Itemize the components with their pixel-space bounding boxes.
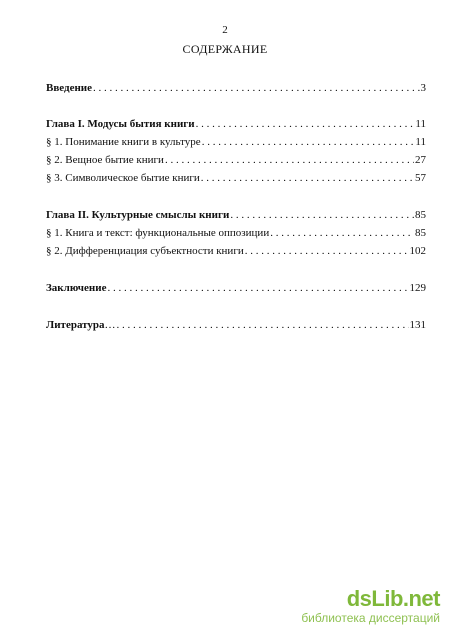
toc-entry-page: 131 [409,319,426,331]
toc-entry-dots [229,208,414,222]
toc-entry-page: 102 [409,245,426,257]
toc-entry-literature [46,318,426,332]
toc-entry-page: 129 [409,282,426,294]
toc-entry-dots [106,281,408,295]
toc-entry-dots [200,171,414,185]
toc-entry-ch2-section-1 [46,226,426,240]
toc-entry-chapter-1 [46,117,426,131]
toc-entry-label: § 1. Книга и текст: функциональные оппозиции [46,227,270,239]
toc-entry-page: 11 [415,136,426,148]
toc-entry-page: 57 [415,172,426,184]
toc-entry-dots [269,226,414,240]
toc-entry-page: 27 [415,154,426,166]
toc-entry-label: § 2. Вещное бытие книги [46,154,164,166]
toc-entry-ch2-section-2 [46,244,426,258]
toc-entry-page: 85 [415,227,426,239]
toc-entry-dots [201,135,415,149]
watermark-subtitle: библиотека диссертаций [301,611,440,625]
toc-entry-label: § 3. Символическое бытие книги [46,172,200,184]
toc-entry-label: § 1. Понимание книги в культуре [46,136,201,148]
toc-entry-introduction [46,81,426,95]
toc-entry-chapter-2 [46,208,426,222]
watermark-logo: dsLib.net [346,586,440,611]
toc-entry-page: 85 [415,209,426,221]
toc-entry-dots [92,81,419,95]
toc-entry-label: Введение [46,82,93,94]
page-number: 2 [222,24,228,36]
toc-entry-page: 3 [420,82,426,94]
toc-entry-dots [164,153,414,167]
toc-entry-label: Глава II. Культурные смыслы книги [46,209,230,221]
toc-entry-conclusion [46,281,426,295]
toc-entry-dots [244,244,409,258]
watermark [301,588,440,625]
toc-entry-ch1-section-1 [46,135,426,149]
toc-entry-page: 11 [415,118,426,130]
toc-entry-ch1-section-3 [46,171,426,185]
toc-entry-dots [116,318,409,332]
page-title: СОДЕРЖАНИЕ [182,42,268,56]
toc-entry-label: § 2. Дифференциация субъектности книги [46,245,244,257]
toc-entry-ch1-section-2 [46,153,426,167]
toc-entry-label: Заключение [46,282,107,294]
toc-entry-label: Глава I. Модусы бытия книги [46,118,195,130]
toc-entry-label: Литература [46,319,105,331]
toc-entry-label-ellipsis: … [104,319,116,331]
toc-entry-dots [195,117,415,131]
